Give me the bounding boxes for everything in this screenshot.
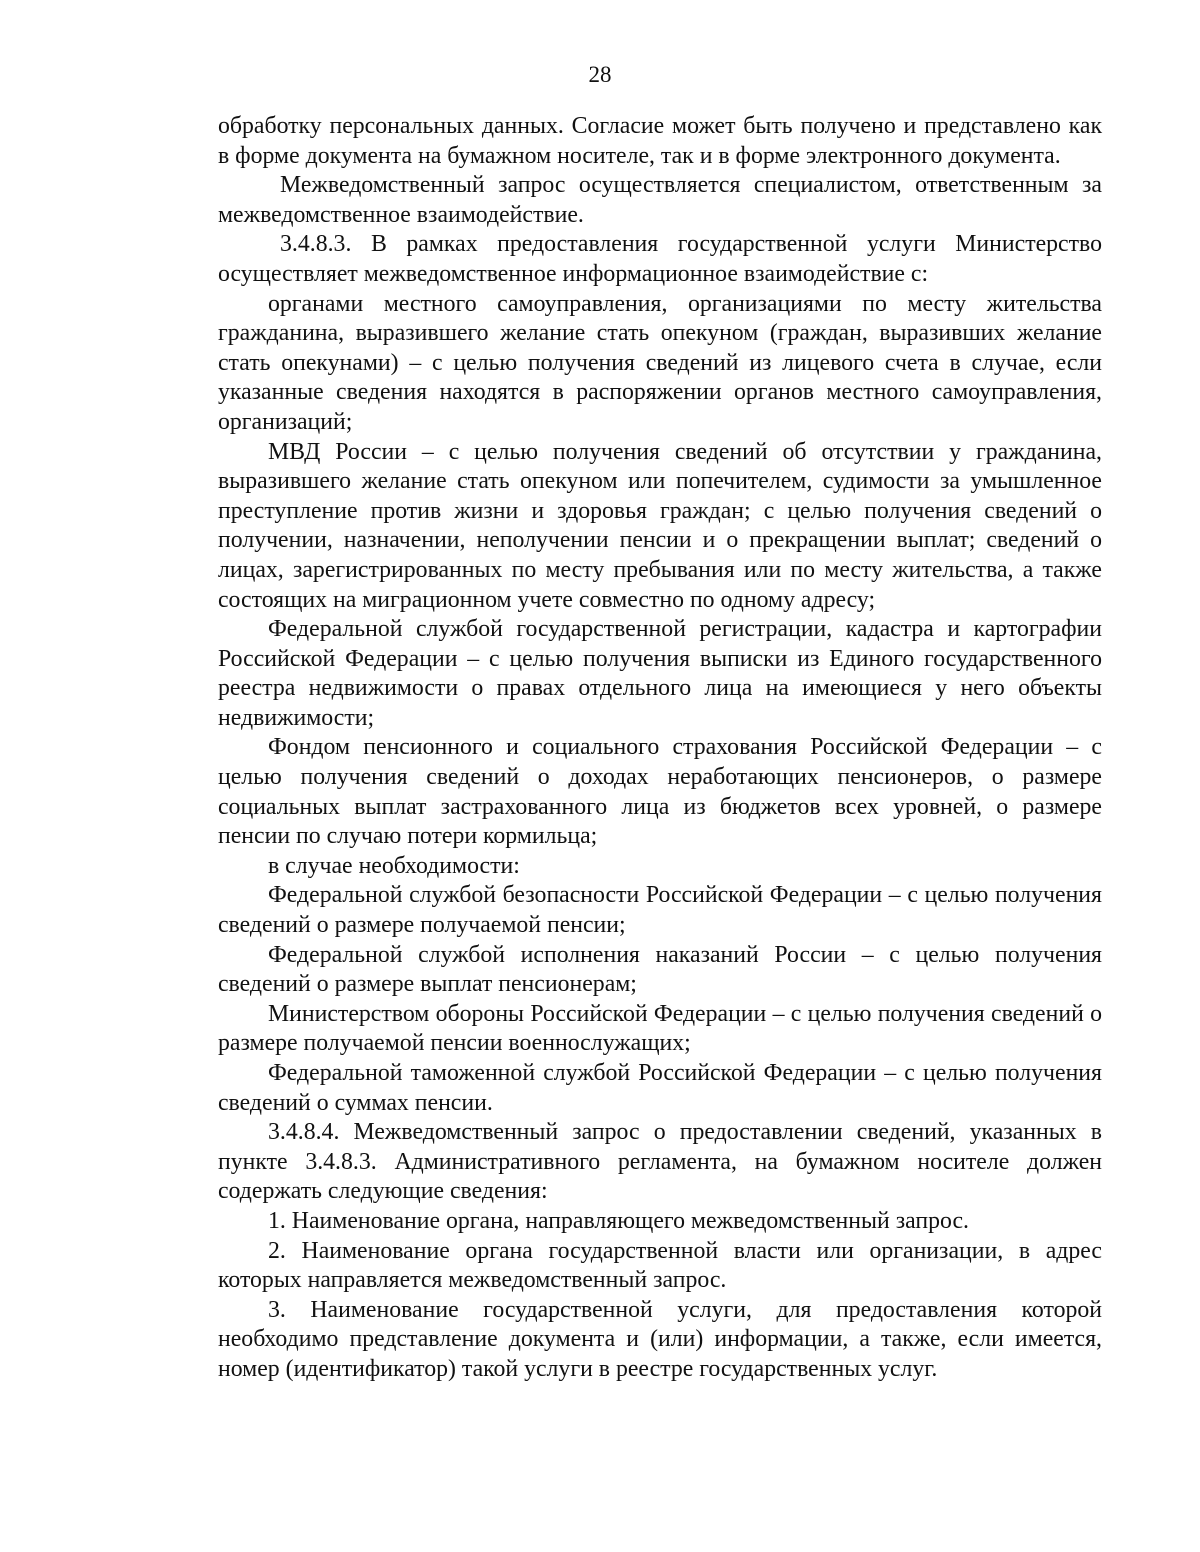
paragraph: Межведомственный запрос осуществляется специалистом, ответственным за межведомственное взаимодействие. [218, 172, 1102, 228]
paragraph: 1. Наименование органа, направляющего межведомственный запрос. [268, 1207, 969, 1234]
paragraph: в случае необходимости: [268, 852, 520, 879]
paragraph: Федеральной службой государственной регистрации, кадастра и картографии Российской Федерации – с целью получения выписки из Единого государственного реестра недвижимости о правах отдельного лица на имеющиеся у него объекты недвижимости; [218, 616, 1102, 731]
paragraph: органами местного самоуправления, организациями по месту жительства гражданина, выразившего желание стать опекуном (граждан, выразивших желание стать опекунами) – с целью получения сведений из лицевого счета в случае, если указанные сведения находятся в распоряжении органов местного самоуправления, организаций; [218, 290, 1102, 435]
paragraph: Федеральной службой исполнения наказаний России – с целью получения сведений о размере выплат пенсионерам; [218, 941, 1102, 998]
paragraph: Федеральной таможенной службой Российской Федерации – с целью получения сведений о суммах пенсии. [218, 1060, 1102, 1116]
page-number: 28 [588, 62, 612, 87]
paragraph: МВД России – с целью получения сведений об отсутствии у гражданина, выразившего желание стать опекуном или попечителем, судимости за умышленное преступление против жизни и здоровья граждан; с целью получения сведений о получении, назначении, неполучении пенсии и о прекращении выплат; сведений о лицах, зарегистрированных по месту пребывания или по месту жительства, а также состоящих на миграционном учете совместно по одному адресу; [218, 438, 1102, 613]
paragraph: 3.4.8.3. В рамках предоставления государственной услуги Министерство осуществляет межведомственное информационное взаимодействие с: [218, 231, 1102, 287]
paragraph: 2. Наименование органа государственной власти или организации, в адрес которых направляется межведомственный запрос. [218, 1237, 1102, 1294]
paragraph: обработку персональных данных. Согласие может быть получено и представлено как в форме документа на бумажном носителе, так и в форме электронного документа. [218, 113, 1102, 169]
paragraph: Фондом пенсионного и социального страхования Российской Федерации – с целью получения сведений о доходах неработающих пенсионеров, о размере социальных выплат застрахованного лица из бюджетов всех уровней, о размере пенсии по случаю потери кормильца; [218, 734, 1102, 850]
paragraph: 3. Наименование государственной услуги, для предоставления которой необходимо представление документа и (или) информации, а также, если имеется, номер (идентификатор) такой услуги в реестре государственных услуг. [218, 1296, 1102, 1382]
paragraph: Министерством обороны Российской Федерации – с целью получения сведений о размере получаемой пенсии военнослужащих; [218, 1000, 1102, 1057]
document-body [218, 112, 1102, 1385]
paragraph: 3.4.8.4. Межведомственный запрос о предоставлении сведений, указанных в пункте 3.4.8.3. Административного регламента, на бумажном носителе должен содержать следующие сведения: [218, 1119, 1102, 1205]
paragraph: Федеральной службой безопасности Российской Федерации – с целью получения сведений о размере получаемой пенсии; [218, 882, 1102, 939]
